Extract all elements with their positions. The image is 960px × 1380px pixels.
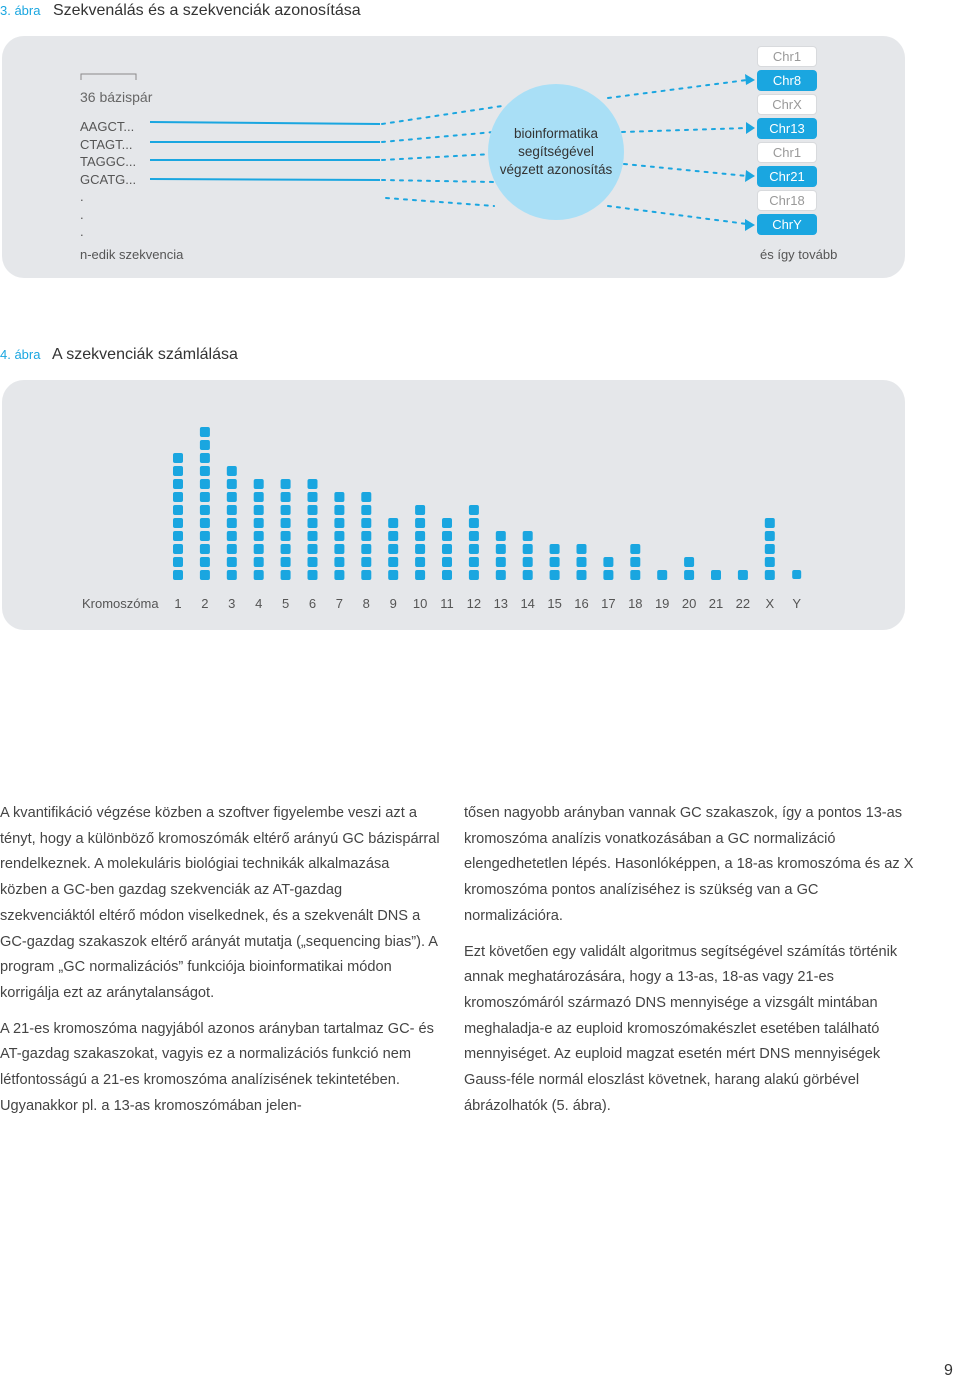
count-square — [361, 518, 371, 528]
count-square — [684, 570, 694, 580]
count-square — [442, 557, 452, 567]
tick-label: 13 — [493, 596, 509, 611]
count-square — [361, 492, 371, 502]
count-square — [469, 544, 479, 554]
count-square — [334, 505, 344, 515]
count-square — [496, 557, 506, 567]
count-square — [200, 518, 210, 528]
count-square — [254, 479, 264, 489]
count-square — [577, 557, 587, 567]
count-square — [388, 570, 398, 580]
figure3-number: 3. ábra — [0, 3, 41, 18]
bar-chr-7 — [334, 492, 344, 580]
count-square — [523, 531, 533, 541]
bioinformatics-circle — [488, 84, 624, 220]
nth-sequence-label: n-edik szekvencia — [80, 247, 184, 262]
sequence-item: AAGCT... — [80, 119, 135, 134]
arrow-chr13 — [622, 128, 747, 132]
bar-chr-12 — [469, 505, 479, 580]
tick-label: 17 — [601, 596, 616, 611]
count-square — [227, 544, 237, 554]
count-square — [388, 557, 398, 567]
bar-chr-13 — [496, 531, 506, 580]
count-square — [334, 531, 344, 541]
bar-chr-19 — [657, 570, 667, 580]
tick-label: 21 — [708, 596, 724, 611]
circle-line: végzett azonosítás — [499, 162, 613, 177]
count-square — [523, 557, 533, 567]
count-square — [550, 544, 560, 554]
figure4-title — [0, 346, 238, 364]
chromosome-tag: Chr1 — [757, 142, 817, 163]
count-square — [738, 570, 748, 580]
bar-chr-9 — [388, 518, 398, 580]
bar-chr-14 — [523, 531, 533, 580]
bar-chr-8 — [361, 492, 371, 580]
count-square — [361, 544, 371, 554]
bar-chr-5 — [281, 479, 291, 580]
count-square — [550, 570, 560, 580]
bar-chr-16 — [577, 544, 587, 580]
count-square — [254, 544, 264, 554]
circle-line: segítségével — [518, 144, 594, 159]
arrow-chr8 — [608, 80, 747, 98]
count-square — [281, 544, 291, 554]
sequence-dot: . — [80, 189, 84, 204]
count-square — [469, 557, 479, 567]
dotted-line — [382, 132, 494, 142]
count-square — [227, 505, 237, 515]
count-square — [173, 557, 183, 567]
body-column-right — [464, 801, 914, 1119]
count-square — [442, 518, 452, 528]
count-square — [550, 557, 560, 567]
count-square — [254, 531, 264, 541]
input-dotted-lines — [382, 106, 502, 182]
arrow-heads — [745, 74, 755, 231]
tick-label: 1 — [174, 596, 182, 611]
count-square — [200, 531, 210, 541]
tick-label: 11 — [440, 596, 454, 611]
dotted-line — [382, 180, 494, 182]
count-square — [523, 544, 533, 554]
count-square — [415, 531, 425, 541]
paragraph: A kvantifikáció végzése közben a szoftver figyelembe veszi azt a tényt, hogy a különböző kromoszómák eltérő arányú GC bázispárral rendelkeznek. A molekuláris biológiai technikák alkalmazása közben a GC-ben gazdag szekvenciák az AT-gazdag szekvenciáktól eltérő módon viselkednek, és a szekvenált DNS a GC-gazdag szakaszok eltérő arányát mutatja („sequencing bias”). A program „GC normalizációs” funkciója bioinformatikai módon korrigálja ezt az aránytalanságot. — [0, 805, 440, 1001]
sequence-dot: . — [80, 206, 84, 222]
bar-chr-3 — [227, 466, 237, 580]
count-square — [496, 531, 506, 541]
count-square — [200, 570, 210, 580]
count-square — [254, 505, 264, 515]
count-square — [388, 518, 398, 528]
figure4-caption: A szekvenciák számlálása — [52, 346, 238, 363]
count-square — [281, 505, 291, 515]
bar-chr-20 — [684, 557, 694, 580]
chromosome-count-chart — [2, 380, 905, 630]
count-square — [361, 531, 371, 541]
solid-line — [150, 179, 380, 180]
count-square — [173, 492, 183, 502]
chromosome-tag: ChrX — [757, 94, 817, 115]
count-square — [334, 544, 344, 554]
count-square — [765, 570, 775, 580]
bar-chr-15 — [550, 544, 560, 580]
bar-chr-21 — [711, 570, 721, 580]
count-square — [200, 427, 210, 437]
count-square — [415, 570, 425, 580]
count-square — [577, 570, 587, 580]
tick-label: Y — [792, 596, 802, 611]
arrow-head — [746, 122, 755, 134]
chromosome-tag: ChrY — [757, 214, 817, 235]
chromosome-tag: Chr13 — [757, 118, 817, 139]
bar-chr-17 — [603, 557, 613, 580]
count-square — [334, 557, 344, 567]
tick-label: 19 — [654, 596, 670, 611]
count-square — [469, 518, 479, 528]
count-square — [308, 479, 318, 489]
tick-label: 16 — [574, 596, 589, 611]
count-square — [577, 544, 587, 554]
sequence-item: CTAGT... — [80, 136, 133, 152]
count-square — [630, 570, 640, 580]
figure3-title — [0, 2, 361, 20]
count-square — [308, 492, 318, 502]
circle-line: bioinformatika — [513, 126, 599, 141]
count-square — [281, 557, 291, 567]
tick-label: 3 — [228, 596, 236, 611]
count-square — [630, 544, 640, 554]
count-square — [415, 505, 425, 515]
bar-chr-11 — [442, 518, 452, 580]
count-square — [200, 544, 210, 554]
tick-label: 15 — [547, 596, 562, 611]
count-square — [200, 505, 210, 515]
count-square — [227, 492, 237, 502]
arrow-chry — [608, 206, 747, 224]
count-square — [415, 544, 425, 554]
count-square — [173, 453, 183, 463]
figure3-caption: Szekvenálás és a szekvenciák azonosítása — [52, 2, 361, 19]
count-square — [227, 479, 237, 489]
count-square — [603, 557, 613, 567]
tick-label: 7 — [335, 596, 343, 611]
count-square — [200, 440, 210, 450]
sequence-item: GCATG... — [80, 171, 137, 187]
chromosome-tag: Chr21 — [757, 166, 817, 187]
count-square — [200, 479, 210, 489]
count-square — [227, 466, 237, 476]
count-square — [281, 479, 291, 489]
sequence-item: TAGGC... — [80, 154, 137, 169]
count-square — [227, 570, 237, 580]
bar-chr-18 — [630, 544, 640, 580]
and-so-on-label: és így tovább — [760, 247, 838, 262]
count-square — [227, 557, 237, 567]
count-square — [200, 453, 210, 463]
count-square — [200, 492, 210, 502]
count-square — [334, 492, 344, 502]
body-column-left — [0, 801, 440, 1119]
tick-label: 12 — [466, 596, 482, 611]
count-square — [334, 518, 344, 528]
count-square — [227, 518, 237, 528]
figure3-panel — [2, 36, 905, 278]
tick-label: 9 — [389, 596, 397, 611]
chromosome-tag: Chr8 — [757, 70, 817, 91]
sequence-dot: . — [80, 224, 84, 239]
tick-label: 22 — [735, 596, 751, 611]
paragraph: Ezt követően egy validált algoritmus segítségével számítás történik annak meghatározására, hogy a 13-as, 18-as vagy 21-es kromoszómáról származó DNS mennyisége a vizsgált mintában meghaladja-e az euploid kromoszómakészlet esetében található mennyiséget. Az euploid magzat esetén mért DNS mennyiségek Gauss-féle normál eloszlást követnek, harang alakú görbével ábrázolhatók (5. ábra). — [464, 943, 898, 1114]
count-square — [200, 557, 210, 567]
count-square — [173, 518, 183, 528]
paragraph: tősen nagyobb arányban vannak GC szakaszok, így a pontos 13-as kromoszóma analízis vonatkozásában a GC normalizáció elengedhetetlen lépés. Hasonlóképpen, a 18-as kromoszóma és az X kromoszóma pontos analíziséhez is szükség van a GC normalizációra. — [464, 805, 914, 924]
count-square — [765, 544, 775, 554]
input-dotted-lines-lower — [386, 198, 494, 206]
count-square — [281, 531, 291, 541]
count-square — [308, 518, 318, 528]
count-square — [630, 557, 640, 567]
tick-label: 6 — [308, 596, 317, 611]
count-square — [765, 557, 775, 567]
x-axis-label: Kromoszóma — [82, 596, 159, 611]
count-square — [308, 544, 318, 554]
count-square — [173, 544, 183, 554]
count-square — [442, 544, 452, 554]
count-square — [469, 570, 479, 580]
count-square — [469, 505, 479, 515]
bar-chr-4 — [254, 479, 264, 580]
tick-label: 2 — [201, 596, 209, 611]
count-square — [496, 544, 506, 554]
count-square — [308, 557, 318, 567]
count-square — [361, 557, 371, 567]
input-solid-lines — [150, 122, 380, 180]
count-square — [792, 570, 801, 579]
bar-chr-Y — [792, 570, 801, 579]
bar-chr-22 — [738, 570, 748, 580]
count-square — [254, 557, 264, 567]
chromosome-tag: Chr1 — [757, 46, 817, 67]
tick-label: 10 — [412, 596, 428, 611]
count-square — [415, 518, 425, 528]
tick-label: 8 — [362, 596, 370, 611]
count-square — [442, 531, 452, 541]
count-square — [442, 570, 452, 580]
count-square — [334, 570, 344, 580]
count-square — [657, 570, 667, 580]
count-square — [711, 570, 721, 580]
tick-label: 4 — [255, 596, 263, 611]
paragraph: A 21-es kromoszóma nagyjából azonos arányban tartalmaz GC- és AT-gazdag szakaszokat, vagyis ez a normalizációs funkció nem létfontosságú a 21-es kromoszóma analízisének tekintetében. Ugyanakkor pl. a 13-as kromoszómában jelen- — [0, 1020, 434, 1114]
dotted-line — [382, 154, 492, 160]
arrow-head — [745, 170, 755, 182]
count-square — [173, 466, 183, 476]
count-square — [765, 531, 775, 541]
count-square — [281, 570, 291, 580]
tick-label: X — [765, 596, 775, 611]
count-square — [173, 531, 183, 541]
count-square — [254, 492, 264, 502]
count-square — [281, 492, 291, 502]
base-pair-label: 36 bázispár — [80, 89, 153, 105]
page-number: 9 — [944, 1362, 953, 1379]
count-square — [308, 531, 318, 541]
dotted-line — [386, 198, 494, 206]
count-square — [361, 570, 371, 580]
dotted-line — [382, 106, 502, 124]
bar-chr-X — [765, 518, 775, 580]
count-square — [308, 570, 318, 580]
count-square — [415, 557, 425, 567]
count-square — [281, 518, 291, 528]
tick-label: 20 — [681, 596, 697, 611]
count-square — [173, 505, 183, 515]
count-square — [388, 544, 398, 554]
count-square — [254, 570, 264, 580]
count-square — [496, 570, 506, 580]
output-dotted-arrows — [608, 80, 747, 224]
bar-chr-10 — [415, 505, 425, 580]
bracket-line — [81, 74, 136, 80]
arrow-head — [745, 219, 755, 231]
figure4-number: 4. ábra — [0, 347, 41, 362]
count-square — [469, 531, 479, 541]
count-square — [200, 466, 210, 476]
count-square — [361, 505, 371, 515]
figure4-panel — [2, 380, 905, 630]
count-square — [684, 557, 694, 567]
count-square — [603, 570, 613, 580]
count-square — [308, 505, 318, 515]
arrow-head — [745, 74, 755, 85]
chromosome-tag: Chr18 — [757, 190, 817, 211]
bar-chr-2 — [200, 427, 210, 580]
count-square — [765, 518, 775, 528]
count-square — [388, 531, 398, 541]
count-square — [254, 518, 264, 528]
count-square — [523, 570, 533, 580]
count-square — [173, 479, 183, 489]
bar-chr-6 — [308, 479, 318, 580]
count-square — [227, 531, 237, 541]
count-square — [173, 570, 183, 580]
solid-line — [150, 122, 380, 124]
tick-label: 14 — [520, 596, 535, 611]
bar-chr-1 — [173, 453, 183, 580]
tick-label: 5 — [281, 596, 290, 611]
tick-label: 18 — [628, 596, 643, 611]
arrow-chr21 — [624, 164, 747, 176]
sequence-list — [80, 118, 136, 241]
